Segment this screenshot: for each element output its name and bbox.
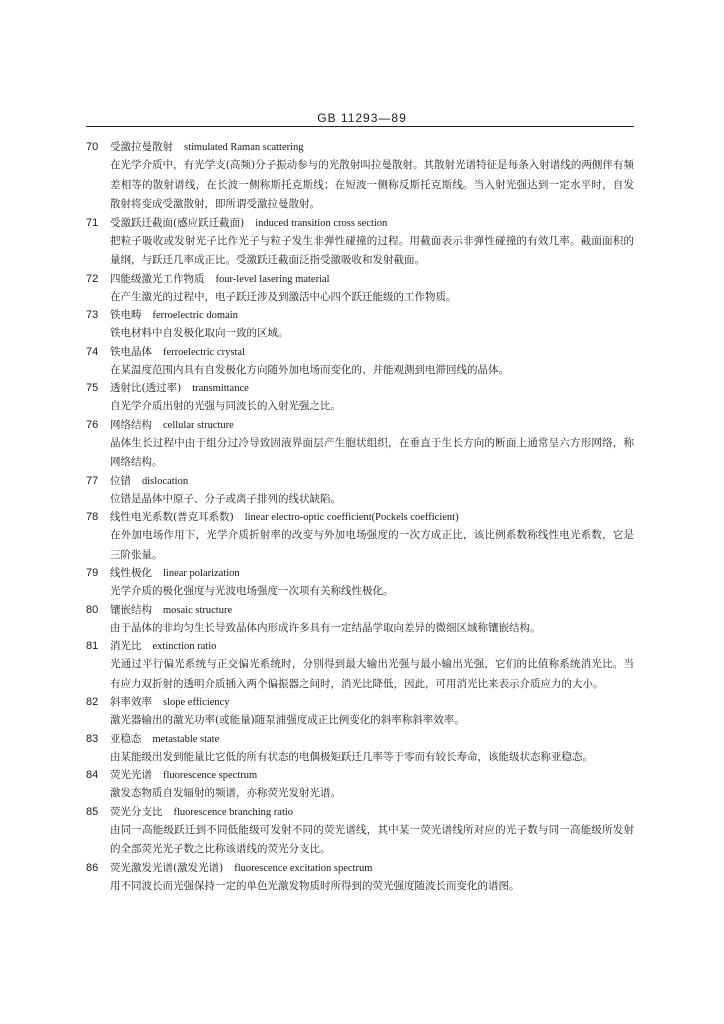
term-heading	[86, 565, 634, 582]
term-heading	[86, 344, 634, 361]
term-number: 73	[86, 309, 99, 321]
term-entry	[86, 804, 634, 860]
term-number: 86	[86, 861, 99, 874]
term-english: fluorescence excitation spectrum	[234, 862, 373, 874]
term-entry	[86, 380, 634, 417]
term-english: cellular structure	[163, 419, 234, 431]
term-english: extinction ratio	[152, 641, 217, 652]
term-english: mosaic structure	[163, 604, 233, 616]
term-entry	[86, 509, 634, 565]
term-entry	[86, 215, 634, 271]
term-number: 74	[86, 345, 99, 358]
term-definition: 铁电材料中自发极化取向一致的区域。	[110, 327, 289, 339]
term-english: fluorescence branching ratio	[173, 806, 294, 818]
term-number: 80	[86, 603, 99, 616]
term-chinese: 消光比	[110, 640, 142, 652]
term-chinese: 四能级激光工作物质	[110, 272, 205, 285]
term-chinese: 位错	[110, 474, 131, 487]
term-heading	[86, 509, 634, 526]
term-entry	[86, 602, 634, 639]
term-entry	[86, 731, 634, 768]
term-chinese: 亚稳态	[110, 732, 142, 745]
term-heading	[86, 417, 634, 434]
term-entry	[86, 139, 634, 215]
term-heading	[86, 271, 634, 288]
term-entry	[86, 694, 634, 731]
term-chinese: 镶嵌结构	[110, 603, 152, 616]
term-heading	[86, 804, 634, 821]
term-chinese: 荧光光谱	[110, 769, 152, 781]
term-english: induced transition cross section	[255, 217, 388, 229]
term-definition: 光学介质的极化强度与光波电场强度一次项有关称线性极化。	[110, 585, 394, 597]
term-chinese: 透射比(透过率)	[110, 382, 182, 394]
header-rule	[86, 126, 634, 127]
term-chinese: 受激跃迁截面(感应跃迁截面)	[110, 216, 245, 229]
term-chinese: 铁电晶体	[110, 345, 152, 358]
term-heading	[86, 473, 634, 490]
term-entry	[86, 565, 634, 602]
term-number: 75	[86, 382, 99, 394]
term-number: 82	[86, 696, 99, 708]
term-english: ferroelectric domain	[152, 310, 238, 321]
term-number: 84	[86, 769, 99, 781]
term-chinese: 线性极化	[110, 567, 152, 579]
term-definition: 在产生激光的过程中，电子跃迁涉及到激活中心四个跃迁能级的工作物质。	[110, 290, 457, 303]
term-heading	[86, 860, 634, 877]
term-definition: 把粒子吸收或发射光子比作光子与粒子发生非弹性碰撞的过程。用截面表示非弹性碰撞的有效几率。截面面积的量纲，与跃迁几率成正比。受激跃迁截面泛指受激吸收和发射截面。	[110, 234, 634, 266]
term-number: 85	[86, 805, 99, 818]
term-definition: 自光学介质出射的光强与同波长的入射光强之比。	[110, 400, 341, 412]
term-chinese: 斜率效率	[110, 696, 152, 708]
term-english: linear polarization	[163, 568, 240, 579]
term-chinese: 网络结构	[110, 418, 152, 431]
term-entry	[86, 307, 634, 344]
term-list	[86, 139, 634, 896]
term-chinese: 荧光激发光谱(激发光谱)	[110, 861, 224, 874]
term-chinese: 荧光分支比	[110, 805, 163, 818]
term-definition: 位错是晶体中原子、分子或离子排列的线状缺陷。	[110, 492, 341, 505]
term-heading	[86, 602, 634, 619]
term-english: stimulated Raman scattering	[184, 142, 304, 153]
term-entry	[86, 860, 634, 897]
term-number: 70	[86, 141, 99, 153]
term-english: linear electro-optic coefficient(Pockels coefficient)	[244, 512, 459, 523]
term-number: 72	[86, 272, 99, 285]
term-definition: 在外加电场作用下，光学介质折射率的改变与外加电场强度的一次方成正比，该比例系数称线性电光系数，它是三阶张量。	[110, 529, 634, 561]
term-definition: 在光学介质中，有光学支(高频)分子振动参与的光散射叫拉曼散射。其散射光谱特征是每条入射谱线的两侧伴有频差相等的散射谱线，在长波一侧称斯托克斯线；在短波一侧称反斯托克斯线。当入射光强达到一定水平时，自发散射将变成受激散射，即所谓受激拉曼散射。	[110, 159, 634, 210]
term-definition: 由于晶体的非均匀生长导致晶体内形成许多具有一定结晶学取向差异的微细区域称镶嵌结构。	[110, 621, 541, 634]
term-entry	[86, 417, 634, 473]
term-english: dislocation	[142, 475, 189, 487]
term-entry	[86, 271, 634, 308]
term-entry	[86, 767, 634, 804]
term-definition: 光通过平行偏光系统与正交偏光系统时，分别得到最大输出光强与最小输出光强，它们的比值称系统消光比。当有应力双折射的透明介质插入两个偏振器之间时，消光比降低，因此，可用消光比来表示介质应力的大小。	[110, 658, 634, 690]
term-definition: 激发态物质自发辐射的频谱，亦称荧光发射光谱。	[110, 787, 341, 799]
term-entry	[86, 638, 634, 694]
term-english: four-level lasering material	[215, 273, 330, 285]
term-heading	[86, 380, 634, 397]
page-header: GB 11293—89	[317, 111, 407, 125]
term-number: 71	[86, 216, 99, 229]
term-chinese: 受激拉曼散射	[110, 141, 173, 153]
term-english: metastable state	[152, 733, 220, 745]
term-number: 81	[86, 640, 99, 652]
term-definition: 激光器输出的激光功率(或能量)随泵浦强度成正比例变化的斜率称斜率效率。	[110, 714, 465, 726]
term-heading	[86, 307, 634, 324]
term-heading	[86, 215, 634, 232]
term-definition: 由某能级出发到能量比它低的所有状态的电偶极矩跃迁几率等于零而有较长寿命，该能级状态称亚稳态。	[110, 750, 593, 763]
term-entry	[86, 473, 634, 510]
term-number: 79	[86, 567, 99, 579]
term-number: 77	[86, 474, 99, 487]
term-heading	[86, 767, 634, 784]
term-definition: 晶体生长过程中由于组分过冷导致固液界面层产生胞状组织，在垂直于生长方向的断面上通常呈六方形网络，称网络结构。	[110, 436, 634, 468]
term-heading	[86, 731, 634, 748]
term-chinese: 线性电光系数(普克耳系数)	[110, 511, 234, 523]
term-chinese: 铁电畴	[110, 309, 142, 321]
term-definition: 在某温度范围内具有自发极化方向随外加电场而变化的、并能观测到电滞回线的晶体。	[110, 363, 509, 376]
term-number: 83	[86, 732, 99, 745]
term-heading	[86, 638, 634, 655]
term-heading	[86, 694, 634, 711]
term-english: slope efficiency	[163, 697, 230, 708]
term-definition: 用不同波长而光强保持一定的单色光激发物质时所得到的荧光强度随波长而变化的谱图。	[110, 879, 520, 892]
term-entry	[86, 344, 634, 381]
term-number: 78	[86, 511, 99, 523]
term-english: fluorescence spectrum	[163, 770, 258, 781]
term-definition: 由同一高能级跃迁到不同低能级可发射不同的荧光谱线，其中某一荧光谱线所对应的光子数与同一高能级所发射的全部荧光光子数之比称该谱线的荧光分支比。	[110, 823, 634, 855]
term-heading	[86, 139, 634, 156]
term-english: transmittance	[192, 383, 249, 394]
term-english: ferroelectric crystal	[163, 346, 245, 358]
term-number: 76	[86, 418, 99, 431]
